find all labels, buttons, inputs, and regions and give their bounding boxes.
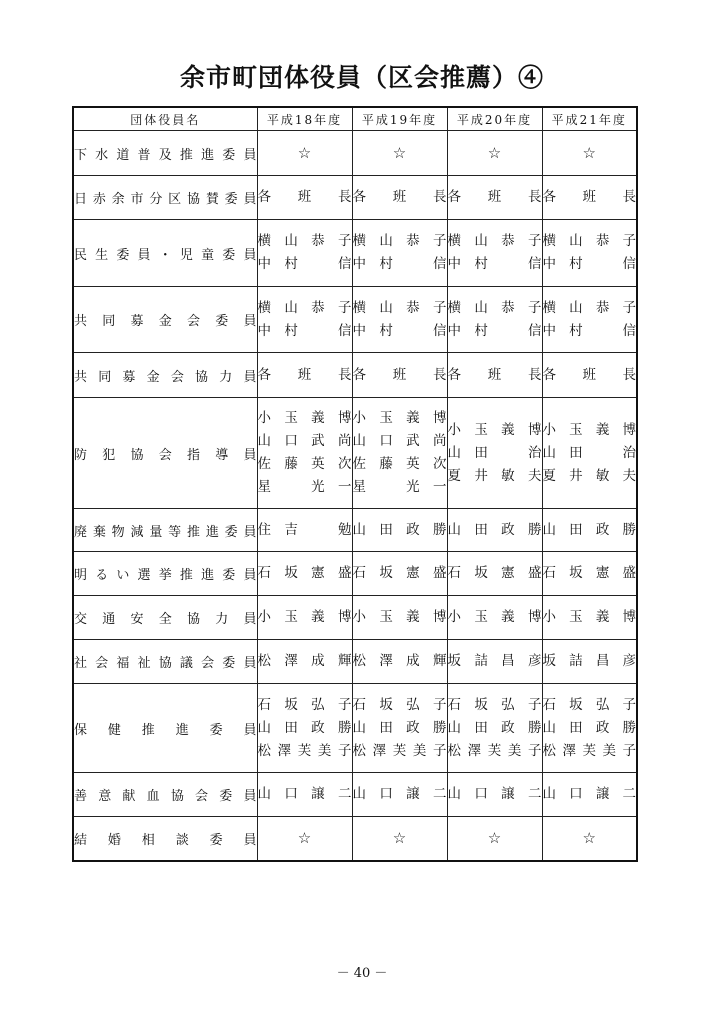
member-name: 小玉義博 (352, 609, 447, 625)
table-row (73, 131, 637, 176)
member-name: 夏井敏夫 (447, 467, 542, 484)
member-name: 松澤芙美子 (447, 742, 542, 759)
member-name: 中村 信 (542, 322, 636, 339)
member-names-cell (352, 552, 447, 596)
member-names-cell (447, 398, 542, 509)
table-row (73, 220, 637, 287)
role-name-cell: 民生委員・児童委員 (73, 220, 257, 287)
member-name: 各 班 長 (352, 366, 447, 383)
member-name: 山田政勝 (542, 521, 636, 538)
member-name: 山田政勝 (447, 719, 542, 736)
member-names-cell (352, 353, 447, 398)
member-name: 石坂弘子 (542, 696, 636, 713)
header-h19: 平成19年度 (352, 107, 447, 131)
member-names-cell (257, 773, 352, 817)
star-mark-cell (542, 817, 637, 861)
role-name-cell: 善意献血協会委員 (73, 773, 257, 817)
member-names-cell (352, 287, 447, 353)
header-h18: 平成18年度 (257, 107, 352, 131)
member-name: 中村 信 (447, 256, 542, 272)
member-name: 坂詰昌彦 (542, 653, 636, 669)
member-name: 小玉義博 (447, 421, 542, 438)
member-names-cell (542, 220, 637, 287)
member-names-cell (447, 596, 542, 640)
member-names-cell (257, 684, 352, 773)
member-names-cell (447, 552, 542, 596)
member-names-cell (447, 176, 542, 220)
table-row (73, 684, 637, 773)
member-name: 各 班 長 (542, 366, 636, 383)
member-name: 山田政勝 (352, 521, 447, 538)
star-mark: ☆ (487, 143, 502, 162)
member-name: 各 班 長 (447, 366, 542, 383)
member-name: 山口譲二 (257, 786, 352, 802)
table-row (73, 509, 637, 552)
member-name: 横山恭子 (257, 299, 352, 316)
member-name: 小玉義博 (542, 609, 636, 625)
member-name: 夏井敏夫 (542, 467, 636, 484)
star-mark: ☆ (297, 828, 312, 847)
table-row (73, 398, 637, 509)
member-name: 石坂弘子 (352, 696, 447, 713)
member-name: 中村 信 (447, 322, 542, 339)
member-name: 住吉 勉 (257, 521, 352, 538)
member-names-cell (352, 220, 447, 287)
page-number: － 40 － (336, 966, 388, 981)
member-names-cell (542, 552, 637, 596)
member-name: 山口譲二 (542, 786, 636, 802)
star-mark: ☆ (392, 828, 407, 847)
member-names-cell (447, 684, 542, 773)
member-name: 各 班 長 (447, 189, 542, 205)
header-h21: 平成21年度 (542, 107, 637, 131)
header-h20: 平成20年度 (447, 107, 542, 131)
star-mark: ☆ (582, 828, 596, 847)
member-name: 石坂弘子 (447, 696, 542, 713)
role-name-cell: 防犯協会指導員 (73, 398, 257, 509)
role-name-cell: 結婚相談委員 (73, 817, 257, 861)
member-names-cell (542, 640, 637, 684)
star-mark-cell (352, 817, 447, 861)
member-name: 山田 治 (542, 444, 636, 461)
member-names-cell (447, 509, 542, 552)
table-row (73, 287, 637, 353)
star-mark-cell (257, 131, 352, 176)
member-name: 各 班 長 (257, 366, 352, 383)
member-names-cell (542, 287, 637, 353)
member-name: 松澤芙美子 (542, 742, 636, 759)
member-name: 横山恭子 (352, 299, 447, 316)
role-name-cell: 保健推進委員 (73, 684, 257, 773)
member-name: 星 光一 (257, 479, 352, 495)
table-body (73, 131, 637, 861)
member-names-cell (542, 353, 637, 398)
member-names-cell (257, 398, 352, 509)
member-name: 各 班 長 (352, 189, 447, 205)
member-names-cell (447, 773, 542, 817)
officers-table (72, 106, 638, 862)
star-mark-cell (447, 131, 542, 176)
member-name: 坂詰昌彦 (447, 653, 542, 669)
table-row (73, 817, 637, 861)
star-mark-cell (447, 817, 542, 861)
member-name: 各 班 長 (257, 189, 352, 205)
member-name: 小玉義博 (352, 410, 447, 426)
member-name: 石坂憲盛 (542, 565, 636, 581)
table-row (73, 353, 637, 398)
member-name: 山田政勝 (257, 719, 352, 736)
member-name: 小玉義博 (542, 421, 636, 438)
star-mark-cell (352, 131, 447, 176)
member-names-cell (257, 287, 352, 353)
member-name: 松澤成輝 (257, 653, 352, 669)
member-name: 松澤芙美子 (257, 742, 352, 759)
member-name: 山口武尚 (352, 433, 447, 449)
star-mark: ☆ (487, 828, 502, 847)
member-name: 石坂憲盛 (257, 565, 352, 581)
member-names-cell (352, 773, 447, 817)
table-row (73, 176, 637, 220)
star-mark-cell (542, 131, 637, 176)
member-name: 山田政勝 (542, 719, 636, 736)
member-names-cell (352, 398, 447, 509)
star-mark: ☆ (297, 143, 312, 162)
member-names-cell (542, 509, 637, 552)
member-name: 山田政勝 (352, 719, 447, 736)
member-names-cell (542, 596, 637, 640)
member-name: 横山恭子 (257, 233, 352, 249)
header-role-name: 団体役員名 (73, 107, 257, 131)
member-name: 石坂弘子 (257, 696, 352, 713)
member-names-cell (447, 640, 542, 684)
member-names-cell (352, 684, 447, 773)
member-names-cell (542, 176, 637, 220)
member-name: 佐藤英次 (352, 456, 447, 472)
member-names-cell (542, 773, 637, 817)
role-name-cell: 廃棄物減量等推進委員 (73, 509, 257, 552)
member-names-cell (257, 176, 352, 220)
member-name: 各 班 長 (542, 189, 636, 205)
member-name: 山田政勝 (447, 521, 542, 538)
member-names-cell (447, 287, 542, 353)
member-name: 横山恭子 (542, 299, 636, 316)
member-name: 星 光一 (352, 479, 447, 495)
role-name-cell: 日赤余市分区協賛委員 (73, 176, 257, 220)
member-names-cell (257, 509, 352, 552)
role-name-cell: 社会福祉協議会委員 (73, 640, 257, 684)
page-title: 余市町団体役員（区会推薦）④ (179, 63, 544, 92)
member-names-cell (257, 552, 352, 596)
member-name: 松澤成輝 (352, 653, 447, 669)
member-name: 中村 信 (257, 256, 352, 272)
role-name-cell: 交通安全協力員 (73, 596, 257, 640)
star-mark: ☆ (582, 143, 596, 162)
member-names-cell (447, 220, 542, 287)
member-name: 山田 治 (447, 444, 542, 461)
header-row (73, 107, 637, 131)
member-name: 横山恭子 (542, 233, 636, 249)
member-name: 横山恭子 (352, 233, 447, 249)
member-name: 中村 信 (352, 256, 447, 272)
member-name: 佐藤英次 (257, 456, 352, 472)
table-row (73, 640, 637, 684)
member-names-cell (542, 684, 637, 773)
member-name: 山口譲二 (352, 786, 447, 802)
member-names-cell (257, 220, 352, 287)
member-names-cell (542, 398, 637, 509)
member-names-cell (352, 596, 447, 640)
member-names-cell (257, 640, 352, 684)
member-name: 小玉義博 (447, 609, 542, 625)
member-name: 山口武尚 (257, 433, 352, 449)
table-row (73, 596, 637, 640)
member-names-cell (257, 353, 352, 398)
role-name-cell: 共同募金会委員 (73, 287, 257, 353)
table-row (73, 552, 637, 596)
member-name: 松澤芙美子 (352, 742, 447, 759)
member-name: 横山恭子 (447, 233, 542, 249)
member-name: 横山恭子 (447, 299, 542, 316)
role-name-cell: 明るい選挙推進委員 (73, 552, 257, 596)
member-name: 石坂憲盛 (447, 565, 542, 581)
member-names-cell (352, 509, 447, 552)
member-name: 中村 信 (257, 322, 352, 339)
member-name: 山口譲二 (447, 786, 542, 802)
table-row (73, 773, 637, 817)
star-mark: ☆ (392, 143, 407, 162)
member-names-cell (257, 596, 352, 640)
member-name: 小玉義博 (257, 410, 352, 426)
star-mark-cell (257, 817, 352, 861)
role-name-cell: 下水道普及推進委員 (73, 131, 257, 176)
member-name: 中村 信 (352, 322, 447, 339)
role-name-cell: 共同募金会協力員 (73, 353, 257, 398)
member-names-cell (447, 353, 542, 398)
member-names-cell (352, 640, 447, 684)
member-names-cell (352, 176, 447, 220)
member-name: 石坂憲盛 (352, 565, 447, 581)
member-name: 小玉義博 (257, 609, 352, 625)
member-name: 中村 信 (542, 256, 636, 272)
